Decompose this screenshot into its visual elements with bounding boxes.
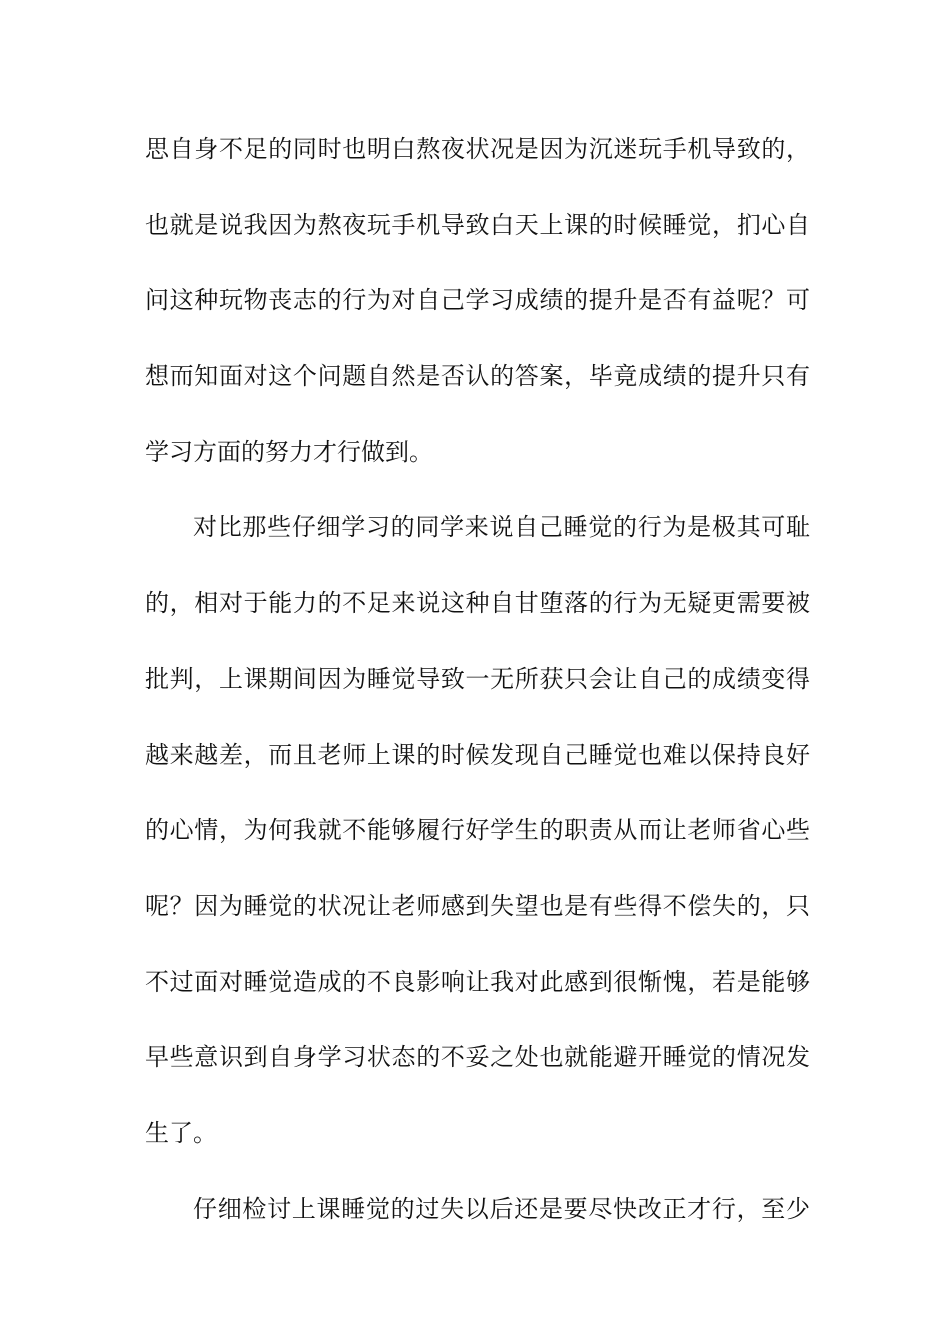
text-line: 越来越差，而且老师上课的时候发现自己睡觉也难以保持良好 [145, 740, 810, 769]
paragraph-start-line: 对比那些仔细学习的同学来说自己睡觉的行为是极其可耻 [193, 513, 810, 542]
text-line: 也就是说我因为熬夜玩手机导致白天上课的时候睡觉，扪心自 [145, 210, 810, 239]
text-line: 的心情，为何我就不能够履行好学生的职责从而让老师省心些 [145, 816, 810, 845]
text-line: 不过面对睡觉造成的不良影响让我对此感到很惭愧，若是能够 [145, 967, 810, 996]
text-line: 学习方面的努力才行做到。 [145, 437, 433, 466]
text-line: 早些意识到自身学习状态的不妥之处也就能避开睡觉的情况发 [145, 1043, 810, 1072]
text-line: 想而知面对这个问题自然是否认的答案，毕竟成绩的提升只有 [145, 362, 810, 391]
body-text [145, 130, 810, 1265]
text-line: 批判，上课期间因为睡觉导致一无所获只会让自己的成绩变得 [145, 664, 810, 693]
paragraph-start-line: 仔细检讨上课睡觉的过失以后还是要尽快改正才行，至少 [193, 1194, 810, 1223]
text-line: 思自身不足的同时也明白熬夜状况是因为沉迷玩手机导致的， [145, 135, 810, 163]
text-line: 生了。 [145, 1118, 217, 1147]
text-line: 的，相对于能力的不足来说这种自甘堕落的行为无疑更需要被 [145, 589, 810, 618]
text-line: 问这种玩物丧志的行为对自己学习成绩的提升是否有益呢？可 [145, 286, 810, 315]
text-line: 呢？因为睡觉的状况让老师感到失望也是有些得不偿失的，只 [145, 891, 810, 920]
